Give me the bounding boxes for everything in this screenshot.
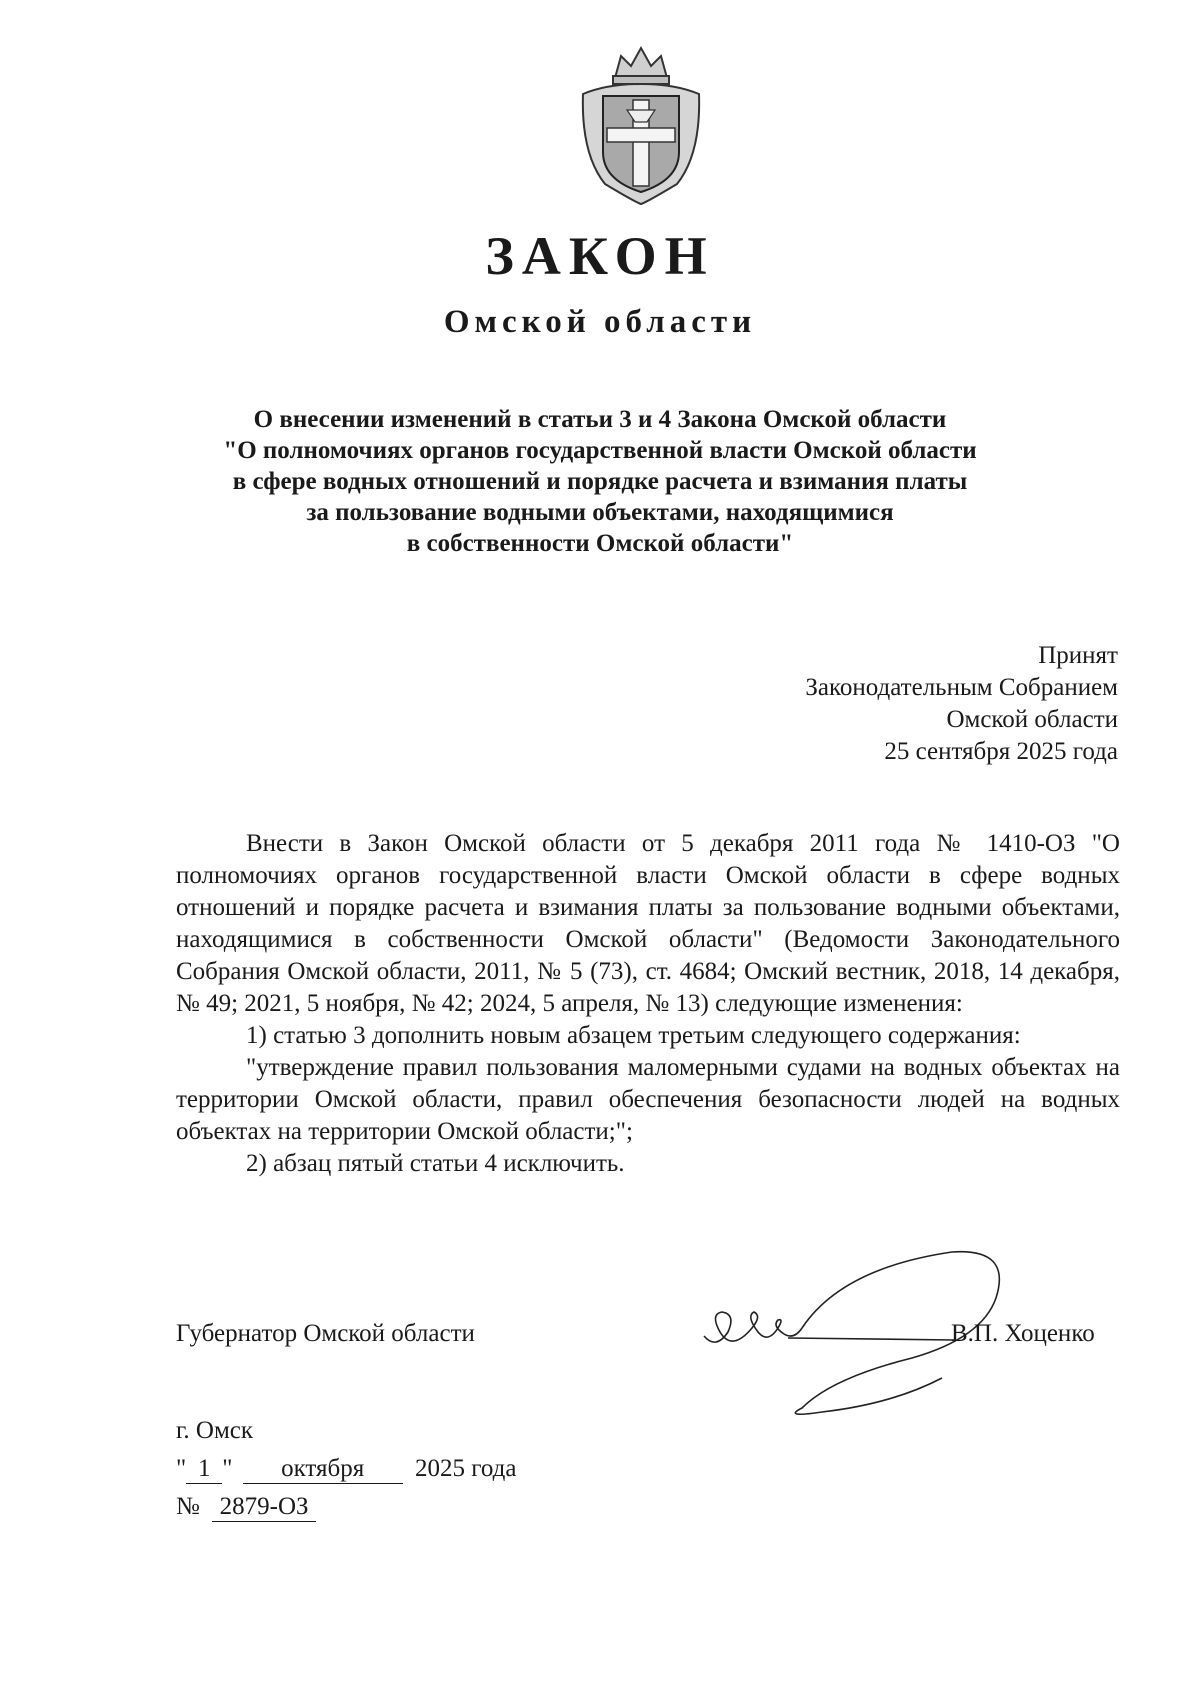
signing-date — [176, 1453, 516, 1485]
signing-place: г. Омск — [176, 1417, 254, 1444]
quote-mark: " — [176, 1455, 187, 1482]
subject-line: за пользование водными объектами, находящимися — [306, 499, 894, 526]
signing-month: октября — [243, 1455, 403, 1484]
law-subject — [200, 404, 1000, 559]
number-sign: № — [176, 1493, 200, 1520]
adoption-line: Принят — [1038, 642, 1118, 669]
body-paragraph: "утверждение правил пользования маломерными судами на водных объектах на территории Омской области, правил обеспечения безопасности людей на водных объектах на территории Омской области;"; — [176, 1054, 1120, 1145]
body-paragraph: 2) абзац пятый статьи 4 исключить. — [246, 1150, 625, 1177]
document-title: ЗАКОН — [485, 226, 715, 286]
law-number: 2879-ОЗ — [212, 1493, 316, 1522]
body-paragraph: Внести в Закон Омской области от 5 декабря 2011 года № 1410-ОЗ "О полномочиях органов государственной власти Омской области в сфере водных отношений и порядке расчета и взимания платы за пользование водными объектами, находящимися в собственности Омской области" (Ведомости Законодательного Собрания Омской области, 2011, № 5 (73), ст. 4684; Омский вестник, 2018, 14 декабря, № 49; 2021, 5 ноября, № 42; 2024, 5 апреля, № 13) следующие изменения: — [176, 830, 1120, 1017]
governor-name: В.П. Хоценко — [951, 1320, 1095, 1347]
omsk-coat-of-arms-icon — [575, 44, 707, 206]
subject-line: О внесении изменений в статьи 3 и 4 Закона Омской области — [253, 406, 947, 433]
subject-line: "О полномочиях органов государственной власти Омской области — [223, 437, 977, 464]
body-paragraph: 1) статью 3 дополнить новым абзацем третьим следующего содержания: — [246, 1022, 1021, 1049]
document-region: Омской области — [443, 304, 757, 340]
adoption-line: Омской области — [946, 706, 1118, 733]
signing-day: 1 — [186, 1455, 222, 1484]
subject-line: в сфере водных отношений и порядке расчета и взимания платы — [232, 468, 968, 495]
adoption-date: 25 сентября 2025 года — [884, 738, 1118, 765]
adoption-line: Законодательным Собранием — [805, 674, 1118, 701]
adoption-note — [600, 640, 1118, 768]
governor-title: Губернатор Омской области — [176, 1320, 475, 1347]
quote-mark: " — [222, 1455, 233, 1482]
law-number-row — [176, 1491, 316, 1523]
subject-line: в собственности Омской области" — [406, 530, 794, 557]
signing-year: 2025 года — [414, 1455, 517, 1482]
law-body — [176, 828, 1120, 1180]
